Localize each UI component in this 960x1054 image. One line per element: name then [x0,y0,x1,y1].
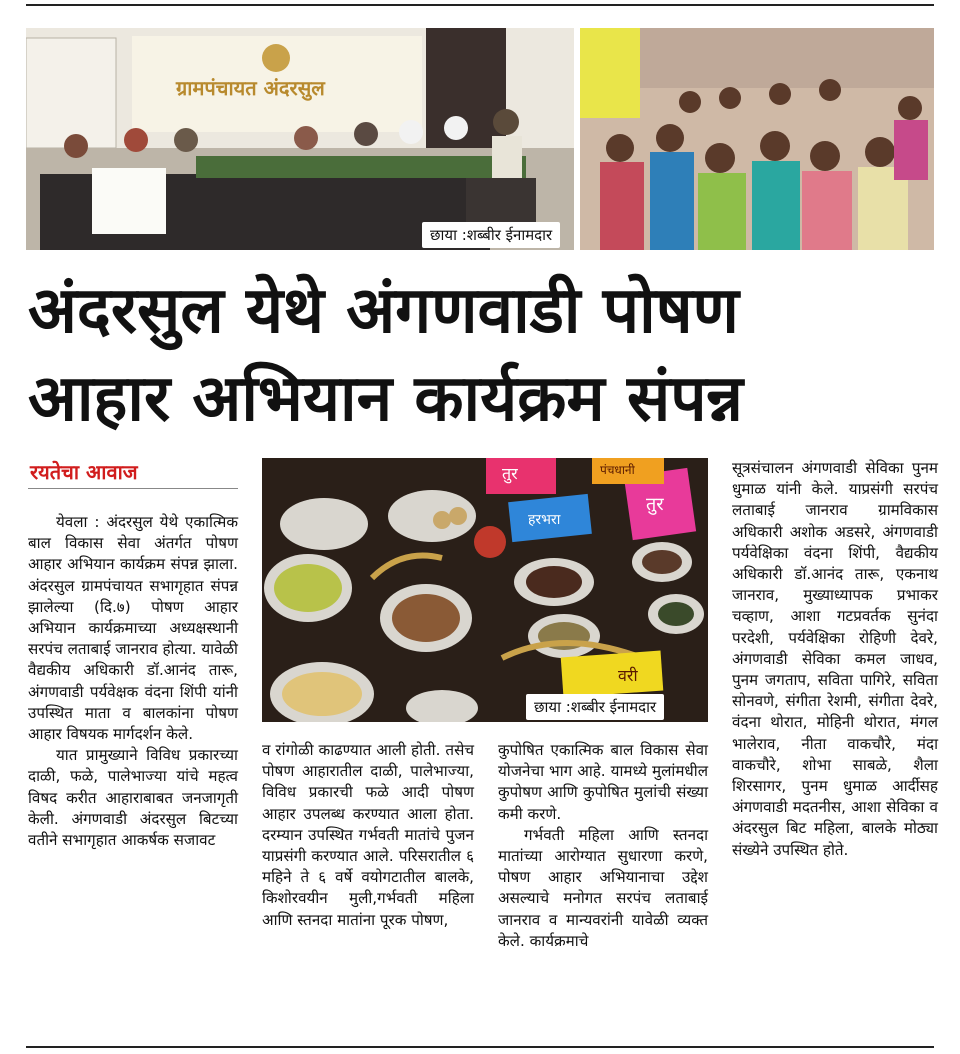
article-column-4 [732,458,938,861]
tag-tur-2: तुर [646,494,664,515]
article-column-3 [498,740,708,952]
tag-harbhara: हरभरा [528,512,561,528]
article-col3-para1: कुपोषित एकात्मिक बाल विकास सेवा योजनेचा भाग आहे. यामध्ये मुलांमधील कुपोषण आणि कुपोषित मुलांची संख्या कमी करणे. [498,741,708,823]
tag-vari: वरी [618,666,638,685]
article-col2-para1: व रांगोळी काढण्यात आली होती. तसेच पोषण आहारातील दाळी, पालेभाज्या, विविध प्रकारची फळे आदी पोषण आहार उपलब्ध करण्यात आला होता. दरम्यान उपस्थित गर्भवती मातांचे पुजन याप्रसंगी करण्यात आले. परिसरातील ६ महिने ते ६ वर्षे वयोगटातील बालके, किशोरवयीन मुली,गर्भवती महिला आणि स्तनदा मातांना पूरक पोषण, [262,741,474,929]
food-display-photo [262,458,708,722]
byline-rule [28,488,238,489]
food-photo-caption: छाया :शब्बीर ईनामदार [526,694,664,720]
article-col4-para1: सूत्रसंचालन अंगणवाडी सेविका पुनम धुमाळ यांनी केले. याप्रसंगी सरपंच लताबाई जानराव ग्रामविकास अधिकारी अशोक अडसरे, अंगणवाडी पर्यवेक्षिका वंदना शिंपी, वैद्यकीय अधिकारी डॉ.आनंद तारू, एकनाथ जानराव, मुख्याध्यापक प्रभाकर चव्हाण, आशा गटप्रवर्तक सुनंदा परदेशी, पर्यवेक्षिका रोहिणी देवरे, अंगणवाडी सेविका कमल जाधव, पुनम जगताप, सविता पागिरे, सविता सोनवणे, संगीता रेशमी, संगीता देवरे, वंदना थोरात, मोहिनी थोरात, मंगल भालेराव, नीता वाकचौरे, मंदा वाकचौरे, शोभा साबळे, शैला शिरसागर, पुनम धुमाळ आर्दीसह अंगणवाडी मदतनीस, आशा सेविका व अंदरसुल बिट महिला, बालके मोठ्या संख्येने उपस्थित होते. [732,459,938,859]
audience-photo-illustration [580,28,934,250]
meeting-photo-illustration [26,28,574,250]
meeting-photo [26,28,574,250]
top-rule [26,4,934,6]
headline-line-1: अंदरसुल येथे अंगणवाडी पोषण [28,274,739,348]
article-col3-para2: गर्भवती महिला आणि स्तनदा मातांच्या आरोग्यात सुधारणा करणे, पोषण आहार अभियानाचा उद्देश असल्याचे मनोगत सरपंच लताबाई जानराव व मान्यवरांनी यावेळी व्यक्त केले. कार्यक्रमाचे [498,825,708,950]
tag-tur-1: तुर [502,464,518,483]
tag-panchdhani: पंचधानी [600,463,635,477]
article-col1-para2: यात प्रामुख्याने विविध प्रकारच्या दाळी, फळे, पालेभाज्या यांचे महत्व विषद करीत आहाराबाबत जनजागृती केली. अंगणवाडी अंदरसुल बिटच्या वतीने सभागृहात आकर्षक सजावट [28,746,238,850]
article-column-1 [28,512,238,851]
meeting-photo-caption: छाया :शब्बीर ईनामदार [422,222,560,248]
food-display-illustration [262,458,708,722]
audience-photo [580,28,934,250]
headline-line-2: आहार अभियान कार्यक्रम संपन्न [28,362,744,436]
banner-text: ग्रामपंचायत अंदरसुल [176,76,325,100]
article-column-2 [262,740,474,931]
byline: रयतेचा आवाज [30,460,138,484]
bottom-rule [26,1046,934,1048]
article-col1-para1: येवला : अंदरसुल येथे एकात्मिक बाल विकास सेवा अंतर्गत पोषण आहार अभियान कार्यक्रम संपन्न झाला. अंदरसुल ग्रामपंचायत सभागृहात संपन्न झालेल्या (दि.७) पोषण आहार अभियान कार्यक्रमाच्या अध्यक्षस्थानी सरपंच लताबाई जानराव होत्या. यावेळी वैद्यकीय अधिकारी डॉ.आनंद तारू, अंगणवाडी पर्यवेक्षक वंदना शिंपी यांनी उपस्थित माता व बालकांना पोषण आहार विषयक मार्गदर्शन केले. [28,513,238,744]
